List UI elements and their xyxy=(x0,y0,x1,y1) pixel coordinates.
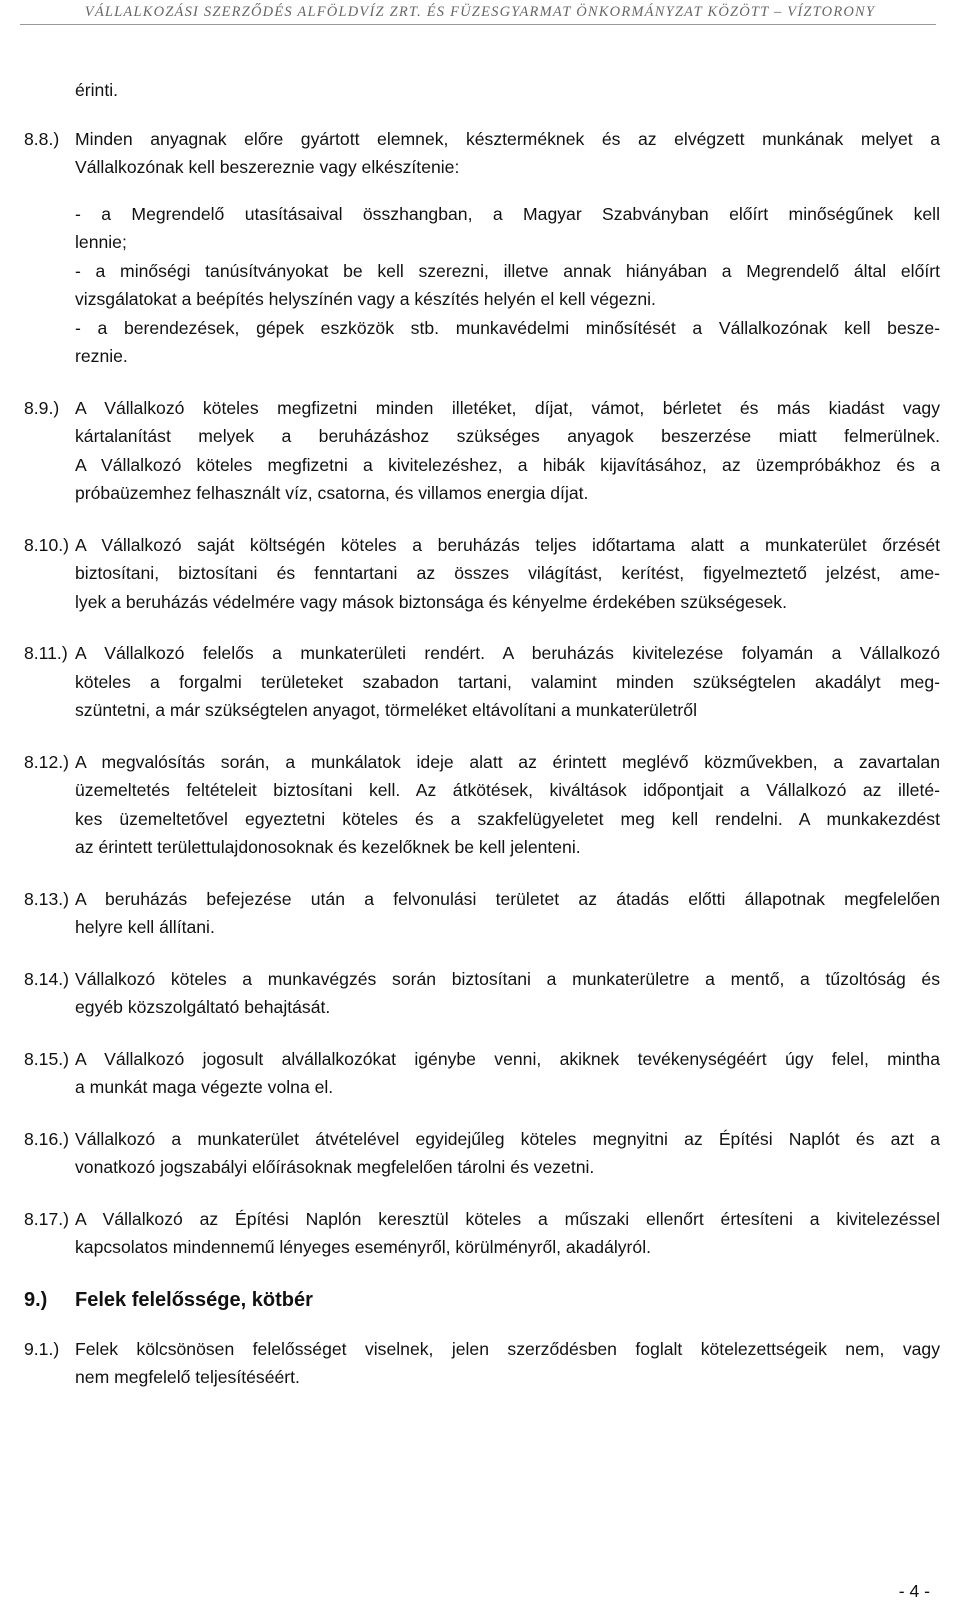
paragraph-line: biztosítani, biztosítani és fenntartani az összes világítást, kerítést, figyelmeztető jelzést, ame- xyxy=(75,563,940,583)
paragraph-line: a munkát maga végezte volna el. xyxy=(75,1077,334,1097)
section-9-1 xyxy=(24,1335,940,1392)
paragraph-line: A Vállalkozó saját költségén köteles a beruházás teljes időtartama alatt a munkaterület őrzését xyxy=(75,534,940,555)
section-8-17 xyxy=(24,1205,940,1262)
paragraph-line: Minden anyagnak előre gyártott elemnek, készterméknek és az elvégzett munkának melyet a xyxy=(75,128,940,149)
section-8-9 xyxy=(24,394,940,508)
section-number: 8.10.) xyxy=(24,534,69,555)
section-number: 9.1.) xyxy=(24,1338,60,1359)
section-8-14 xyxy=(24,965,940,1022)
list-item-line: - a minőségi tanúsítványokat be kell szerezni, illetve annak hiányában a Megrendelő által előírt xyxy=(75,260,940,281)
paragraph-line: Vállalkozónak kell beszereznie vagy elkészítenie: xyxy=(75,157,460,177)
paragraph-line: az érintett területtulajdonosoknak és kezelőknek be kell jelenteni. xyxy=(75,837,581,857)
section-8-12 xyxy=(24,748,940,862)
running-header: VÁLLALKOZÁSI SZERZŐDÉS ALFÖLDVÍZ ZRT. ÉS FÜZESGYARMAT ÖNKORMÁNYZAT KÖZÖTT – VÍZTORONY xyxy=(84,4,876,20)
paragraph-line: vonatkozó jogszabályi előírásoknak megfelelően tárolni és vezetni. xyxy=(75,1157,595,1177)
paragraph-line: A Vállalkozó az Építési Naplón keresztül köteles a műszaki ellenőrt értesíteni a kivitelezéssel xyxy=(75,1208,940,1229)
list-item-line: - a berendezések, gépek eszközök stb. munkavédelmi minősítését a Vállalkozónak kell besze- xyxy=(75,317,940,338)
paragraph-line: kes üzemeltetővel egyeztetni köteles és a szakfelügyeletet meg kell rendelni. A munkakezdést xyxy=(75,808,940,829)
paragraph-line: kártalanítást melyek a beruházáshoz szükséges anyagok beszerzése miatt felmerülnek. xyxy=(75,426,940,446)
list-item-line: vizsgálatokat a beépítés helyszínén vagy a készítés helyén el kell végezni. xyxy=(75,289,656,309)
paragraph-line: nem megfelelő teljesítéséért. xyxy=(75,1367,300,1387)
paragraph-line: kapcsolatos mindennemű lényeges eseményről, körülményről, akadályról. xyxy=(75,1237,651,1257)
paragraph-line: A megvalósítás során, a munkálatok ideje alatt az érintett meglévő közművekben, a zavartalan xyxy=(75,751,940,772)
paragraph-line: Felek kölcsönösen felelősséget viselnek, jelen szerződésben foglalt kötelezettségeik nem, vagy xyxy=(75,1338,940,1359)
paragraph-line: A Vállalkozó köteles megfizetni minden illetéket, díjat, vámot, bérletet és más kiadást vagy xyxy=(75,397,940,418)
sections-list xyxy=(24,125,940,1285)
list-item-line: reznie. xyxy=(75,346,128,366)
list-item-line: - a Megrendelő utasításaival összhangban, a Magyar Szabványban előírt minőségűnek kell xyxy=(75,203,940,224)
list-item xyxy=(75,257,940,314)
section-number: 8.16.) xyxy=(24,1128,69,1149)
page-number: - 4 - xyxy=(898,1581,930,1601)
paragraph-line: Vállalkozó köteles a munkavégzés során biztosítani a munkaterületre a mentő, a tűzoltóság és xyxy=(75,968,940,989)
paragraph-line: próbaüzemhez felhasznált víz, csatorna, és villamos energia díjat. xyxy=(75,483,589,503)
paragraph-line: helyre kell állítani. xyxy=(75,917,215,937)
paragraph-line: A Vállalkozó felelős a munkaterületi rendért. A beruházás kivitelezése folyamán a Vállalkozó xyxy=(75,643,940,663)
paragraph-line: A Vállalkozó jogosult alvállalkozókat igénybe venni, akiknek tevékenységéért úgy felel, mintha xyxy=(75,1048,940,1069)
section-number: 8.15.) xyxy=(24,1048,69,1069)
section-number: 8.9.) xyxy=(24,397,60,418)
section-8-11 xyxy=(24,639,940,725)
section-number: 8.17.) xyxy=(24,1208,69,1229)
section-heading xyxy=(24,1285,940,1315)
section-8-13 xyxy=(24,885,940,942)
list-item-line: lennie; xyxy=(75,232,127,252)
section-number: 8.12.) xyxy=(24,751,69,772)
section-8-16 xyxy=(24,1125,940,1182)
leading-text xyxy=(24,76,940,105)
paragraph-line: szüntetni, a már szükségtelen anyagot, törmeléket eltávolítani a munkaterületről xyxy=(75,700,697,720)
section-number: 8.14.) xyxy=(24,968,69,989)
paragraph-line: Vállalkozó a munkaterület átvételével egyidejűleg köteles megnyitni az Építési Naplót és azt a xyxy=(75,1128,940,1149)
section-number: 8.11.) xyxy=(24,643,68,663)
paragraph-line: lyek a beruházás védelmére vagy mások biztonsága és kényelme érdekében szükségesek. xyxy=(75,591,787,612)
section-8-10 xyxy=(24,531,940,617)
paragraph-line: A Vállalkozó köteles megfizetni a kivitelezéshez, a hibák kijavításához, az üzempróbákhoz és a xyxy=(75,454,940,475)
section-number: 8.13.) xyxy=(24,888,69,909)
heading-number: 9.) xyxy=(24,1288,48,1311)
paragraph-line: üzemeltetés feltételeit biztosítani kell. Az átkötések, kiváltások időpontjait a Vállalkozó az illeté- xyxy=(75,780,940,800)
leading-line: érinti. xyxy=(75,80,119,100)
section-number: 8.8.) xyxy=(24,128,60,149)
paragraph-line: köteles a forgalmi területeket szabadon tartani, valamint minden szükségtelen akadályt meg- xyxy=(75,671,940,692)
paragraph-line: A beruházás befejezése után a felvonulási területet az átadás előtti állapotnak megfelelően xyxy=(75,888,940,909)
header-rule xyxy=(20,24,936,25)
section-8-15 xyxy=(24,1045,940,1102)
document-body xyxy=(24,76,940,1392)
paragraph-line: egyéb közszolgáltató behajtását. xyxy=(75,997,331,1017)
list-item xyxy=(75,200,940,257)
list-item xyxy=(75,314,940,371)
heading-title: Felek felelőssége, kötbér xyxy=(75,1288,313,1311)
section-8-8 xyxy=(24,125,940,371)
